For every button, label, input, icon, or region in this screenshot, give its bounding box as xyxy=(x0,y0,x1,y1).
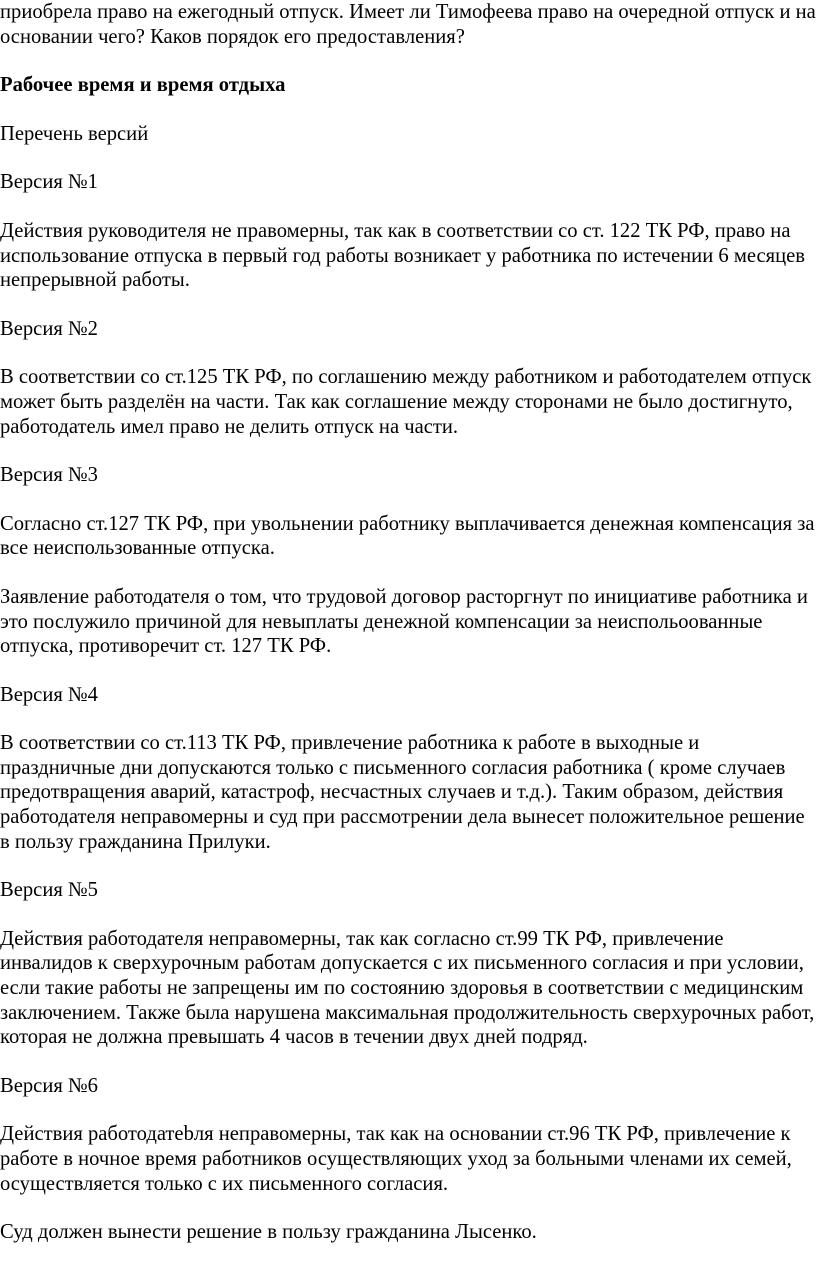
conclusion-paragraph: Суд должен вынести решение в пользу гражданина Лысенко. xyxy=(0,1221,537,1244)
version-6-paragraph-1: Действия работодатеbля неправомерны, так как на основании ст.96 ТК РФ, привлечение к работе в ночное время работников осуществляющих уход за больными членами их семей, осуществляется только с их письменного согласия. xyxy=(0,1123,792,1195)
section-heading: Рабочее время и время отдыха xyxy=(0,74,286,97)
version-2-paragraph-1: В соответствии со ст.125 ТК РФ, по соглашению между работником и работодателем отпуск может быть разделён на части. Так как соглашение между сторонами не было достигнуто, работодатель имел право не делить отпуск на части. xyxy=(0,366,812,438)
version-5-paragraph-1: Действия работодателя неправомерны, так как согласно ст.99 ТК РФ, привлечение инвалидов к сверхурочным работам допускается с их письменного согласия и при условии, если такие работы не запрещены им по состоянию здоровья в соответствии с медицинским заключением. Также была нарушена максимальная продолжительность сверхурочных работ, которая не должна превышать 4 часов в течении двух дней подряд. xyxy=(0,927,815,1049)
version-6-label: Версия №6 xyxy=(0,1074,98,1097)
version-5-label: Версия №5 xyxy=(0,879,98,902)
version-4-paragraph-1: В соответствии со ст.113 ТК РФ, привлечение работника к работе в выходные и праздничные дни допускаются только с письменного согласия работника ( кроме случаев предотвращения аварий, катастроф, несчастных случаев и т.д.). Таким образом, действия работодателя неправомерны и суд при рассмотрении дела вынесет положительное решение в пользу гражданина Прилуки. xyxy=(0,732,805,853)
intro-paragraph: приобрела право на ежегодный отпуск. Имеет ли Тимофеева право на очередной отпуск и на основании чего? Каков порядок его предоставления? xyxy=(0,1,816,48)
version-1-label: Версия №1 xyxy=(0,171,98,194)
version-3-paragraph-1: Согласно ст.127 ТК РФ, при увольнении работнику выплачивается денежная компенсация за все неиспользованные отпуска. xyxy=(0,512,815,560)
version-3-paragraph-2: Заявление работодателя о том, что трудовой договор расторгнут по инициативе работника и это послужило причиной для невыплаты денежной компенсации за неиспольоованные отпуска, противоречит ст. 127 ТК РФ. xyxy=(0,585,808,658)
version-1-paragraph-1: Действия руководителя не правомерны, так как в соответствии со ст. 122 ТК РФ, право на использование отпуска в первый год работы возникает у работника по истечении 6 месяцев непрерывной работы. xyxy=(0,219,806,292)
version-3-label: Версия №3 xyxy=(0,464,98,487)
version-4-label: Версия №4 xyxy=(0,683,98,706)
versions-list-title: Перечень версий xyxy=(0,122,149,145)
version-2-label: Версия №2 xyxy=(0,317,98,340)
